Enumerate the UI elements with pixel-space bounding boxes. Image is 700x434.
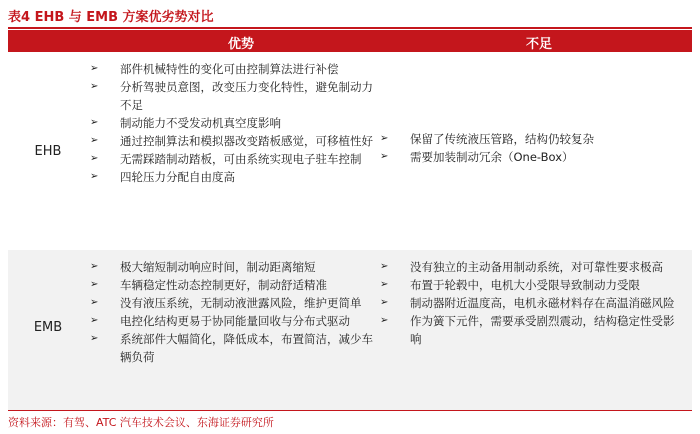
item-text: 通过控制算法和模拟器改变踏板感觉，可移植性好	[120, 134, 373, 148]
row-label-ehb: EHB	[34, 144, 62, 159]
list-item	[380, 258, 680, 276]
emb-advantages-list	[90, 258, 380, 366]
bullet-icon: ➢	[380, 151, 389, 162]
bullet-icon: ➢	[90, 333, 99, 344]
list-item	[90, 60, 380, 78]
table-title: 表4 EHB 与 EMB 方案优劣势对比	[8, 10, 214, 25]
bullet-icon: ➢	[90, 63, 99, 74]
bullet-icon: ➢	[90, 153, 99, 164]
item-text: 车辆稳定性动态控制更好，制动舒适精准	[120, 278, 327, 292]
item-text: 制动能力不受发动机真空度影响	[120, 116, 281, 130]
list-item	[380, 312, 680, 348]
item-text: 无需踩踏制动踏板，可由系统实现电子驻车控制	[120, 152, 362, 166]
bullet-icon: ➢	[90, 279, 99, 290]
list-item	[380, 130, 680, 148]
ehb-advantages-list	[90, 60, 380, 186]
bullet-icon: ➢	[380, 297, 389, 308]
bullet-icon: ➢	[90, 117, 99, 128]
table-row-ehb	[8, 52, 692, 250]
item-text: 四轮压力分配自由度高	[120, 170, 235, 184]
item-text: 需要加装制动冗余（One-Box）	[410, 150, 574, 164]
item-text: 保留了传统液压管路，结构仍较复杂	[410, 132, 594, 146]
list-item	[90, 114, 380, 132]
bullet-icon: ➢	[380, 261, 389, 272]
table-header	[8, 30, 692, 52]
table-row-emb	[8, 250, 692, 410]
row-label-emb: EMB	[33, 320, 63, 335]
item-text: 分析驾驶员意图，改变压力变化特性，避免制动力不足	[120, 80, 373, 112]
list-item	[90, 132, 380, 150]
list-item	[90, 168, 380, 186]
top-divider	[8, 27, 692, 29]
bullet-icon: ➢	[380, 133, 389, 144]
item-text: 电控化结构更易于协同能量回收与分布式驱动	[120, 314, 350, 328]
bullet-icon: ➢	[90, 135, 99, 146]
item-text: 制动器附近温度高，电机永磁材料存在高温消磁风险	[410, 296, 675, 310]
bullet-icon: ➢	[90, 315, 99, 326]
item-text: 没有独立的主动备用制动系统，对可靠性要求极高	[410, 260, 663, 274]
bottom-divider	[8, 410, 692, 411]
header-disadvantages: 不足	[525, 37, 552, 52]
list-item	[90, 330, 380, 366]
source-note: 资料来源：有驾、ATC 汽车技术会议、东海证券研究所	[8, 416, 274, 429]
header-advantages: 优势	[227, 37, 254, 52]
list-item	[90, 150, 380, 168]
bullet-icon: ➢	[380, 315, 389, 326]
list-item	[90, 294, 380, 312]
list-item	[380, 276, 680, 294]
ehb-disadvantages-list	[380, 130, 680, 166]
emb-disadvantages-list	[380, 258, 680, 348]
list-item	[90, 78, 380, 114]
item-text: 作为簧下元件，需要承受剧烈震动，结构稳定性受影响	[410, 314, 675, 346]
bullet-icon: ➢	[90, 261, 99, 272]
bullet-icon: ➢	[90, 171, 99, 182]
list-item	[380, 148, 680, 166]
item-text: 系统部件大幅简化，降低成本，布置简洁，减少车辆负荷	[120, 332, 373, 364]
list-item	[90, 276, 380, 294]
bullet-icon: ➢	[380, 279, 389, 290]
item-text: 部件机械特性的变化可由控制算法进行补偿	[120, 62, 339, 76]
list-item	[90, 258, 380, 276]
bullet-icon: ➢	[90, 297, 99, 308]
list-item	[380, 294, 680, 312]
item-text: 布置于轮毂中，电机大小受限导致制动力受限	[410, 278, 640, 292]
item-text: 极大缩短制动响应时间，制动距离缩短	[120, 260, 316, 274]
bullet-icon: ➢	[90, 81, 99, 92]
list-item	[90, 312, 380, 330]
item-text: 没有液压系统，无制动液泄露风险，维护更简单	[120, 296, 362, 310]
